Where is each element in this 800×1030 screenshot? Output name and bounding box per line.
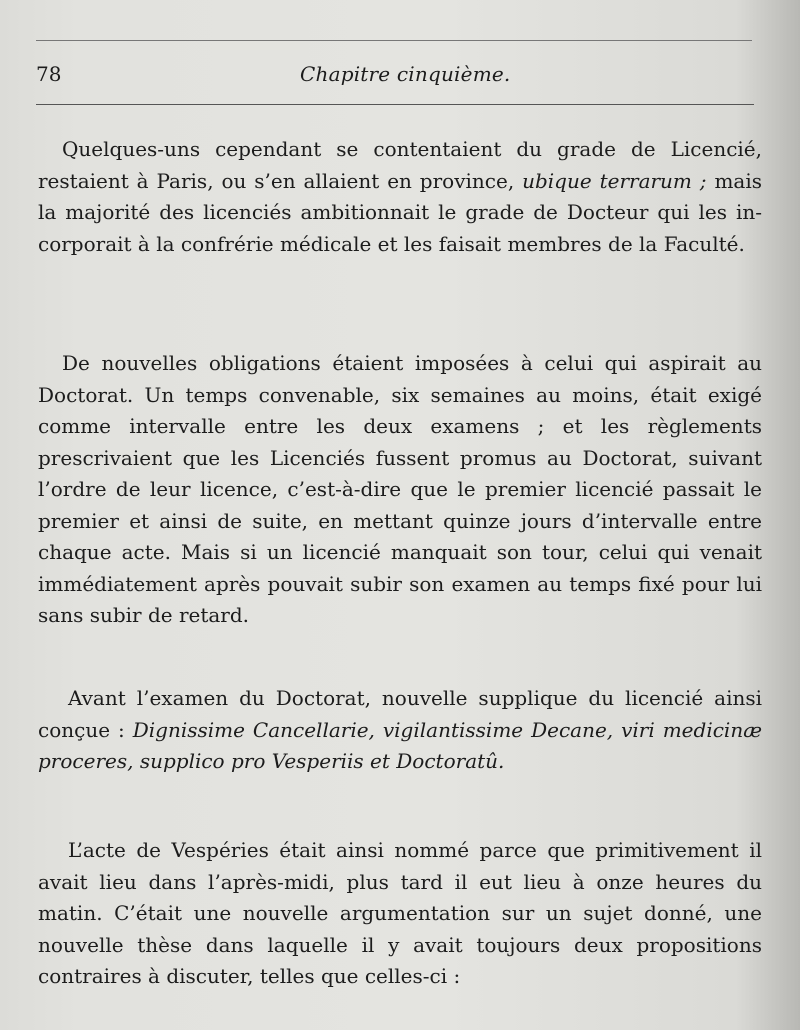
paragraph-vesperies: [38, 835, 762, 993]
running-title: Chapitre cinquième.: [300, 62, 511, 86]
paragraph-text: [38, 683, 762, 778]
paragraph-licencie: [38, 134, 762, 260]
latin-phrase: ubique terrarum ;: [522, 168, 707, 193]
paragraph-supplique: [38, 683, 762, 778]
paragraph-text: De nouvelles obligations étaient imposées à celui qui aspirait au Doctorat. Un temps convenable, six semaines au moins, était exigé comme intervalle entre les deux examens ; et les règlements prescrivaient que les Licenciés fussent promus au Doctorat, suivant l’ordre de leur licence, c’est-à-dire que le premier licencié passait le premier et ainsi de suite, en mettant quinze jours d’intervalle entre chaque acte. Mais si un licencié manquait son tour, celui qui venait immédiatement après pouvait subir son examen au temps fixé pour lui sans subir de retard.: [38, 351, 762, 627]
running-header: [36, 62, 752, 90]
paragraph-text-part: Quelques-uns cependant se contentaient du grade de Licencié, restaient à Paris, ou s’en allaient en province,: [38, 137, 762, 193]
paragraph-obligations: [38, 348, 762, 632]
paragraph-text: L’acte de Vespéries était ainsi nommé parce que primitivement il avait lieu dans l’après-midi, plus tard il eut lieu à onze heures du matin. C’était une nouvelle argumentation sur un sujet donné, une nouvelle thèse dans laquelle il y avait toujours deux propositions contraires à discuter, telles que celles-ci :: [38, 838, 762, 988]
header-bottom-rule: [36, 104, 754, 105]
latin-supplication: Dignissime Cancellarie, vigilantissime Decane, viri medicinæ proceres, supplico pro Vesperiis et Doctoratû.: [38, 717, 762, 773]
paragraph-text: [38, 134, 762, 260]
header-top-rule: [36, 40, 752, 41]
paragraph-text-part: Avant l’examen du Doctorat, nouvelle supplique du licencié ainsi conçue :: [38, 686, 762, 742]
paragraph-text-part: mais la majorité des licenciés ambitionnait le grade de Docteur qui les incorporait à la confrérie médicale et les faisait membres de la Faculté.: [38, 168, 762, 256]
page-number: 78: [36, 62, 62, 86]
